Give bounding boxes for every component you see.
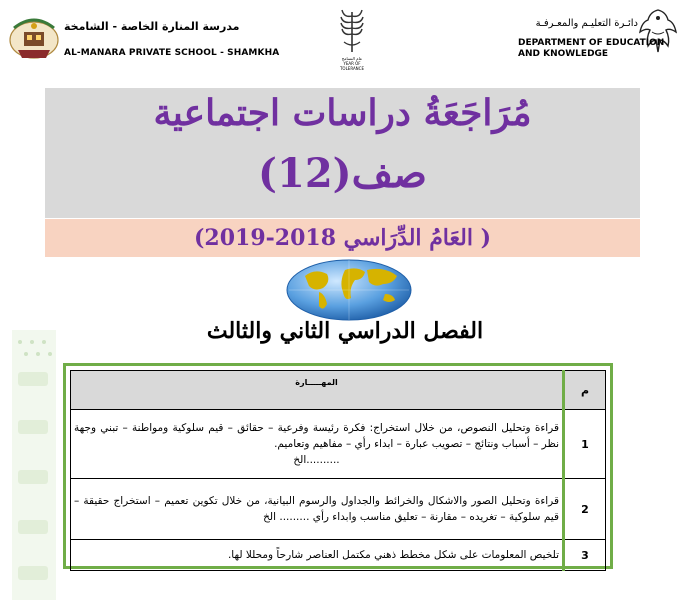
wheat-icon [332,6,372,56]
department-header [512,4,682,68]
tolerance-caption-ar: عام التسامح [341,56,363,61]
grade-title: صف(12) [258,150,427,197]
tolerance-logo [332,6,372,71]
page-title: مُرَاجَعَةُ دراسات اجتماعية [153,92,532,134]
world-globe-icon [285,258,413,322]
row-text: تلخيص المعلومات على شكل مخطط ذهني مكتمل العناصر شارحاً ومحللا لها. [227,549,559,561]
header-skill: المهـــــارة [295,377,338,387]
school-header [8,4,280,68]
table-header-row [71,371,606,410]
department-name-en-line2: AND KNOWLEDGE [518,49,609,59]
row-text-end: ..........الخ [293,454,340,466]
department-name-en-line1: DEPARTMENT OF EDUCATION [518,38,665,48]
row-num: 3 [564,540,606,571]
row-text-cell [71,540,564,571]
table-row [71,540,606,571]
header-num: م [564,371,606,410]
school-name-ar: مدرسة المنارة الخاصة - الشامخة [64,20,240,33]
decorative-pattern [10,330,58,600]
row-text: قراءة وتحليل النصوص، من خلال استخراج: فكرة رئيسة وفرعية – حقائق – قيم سلوكية ومواطنة – تبني وجهة نظر – أسباب ونتائج – تصويب عبارة – ابداء رأي – مفاهيم وتعاميم. [74,422,559,450]
academic-year: ( العَامُ الدِّرَاسي 2018-2019) [193,225,492,251]
semester-title: الفصل الدراسي الثاني والثالث [206,318,484,344]
tolerance-caption-en: YEAR OF TOLERANCE [339,61,364,71]
title-box [45,88,640,218]
row-num: 1 [564,410,606,479]
header-skill-cell [71,371,564,410]
year-band [45,219,640,257]
table-row [71,410,606,479]
table-row [71,479,606,540]
department-name-ar: دائـرة التعليـم والمعـرفـة [535,18,638,29]
row-num: 2 [564,479,606,540]
row-text: قراءة وتحليل الصور والاشكال والخرائط والجداول والرسوم البيانية، من خلال تكوين تعميم – استخراج حقيقة – قيم سلوكية – تغريده – مقارنة – تعليق مناسب وابداء رأي ......... الخ [74,495,559,523]
skills-table [70,370,606,571]
school-name-en: AL-MANARA PRIVATE SCHOOL - SHAMKHA [64,48,280,58]
skills-table-frame [63,363,613,569]
row-text-cell [71,410,564,479]
school-crest-icon [8,14,60,64]
row-text-cell [71,479,564,540]
